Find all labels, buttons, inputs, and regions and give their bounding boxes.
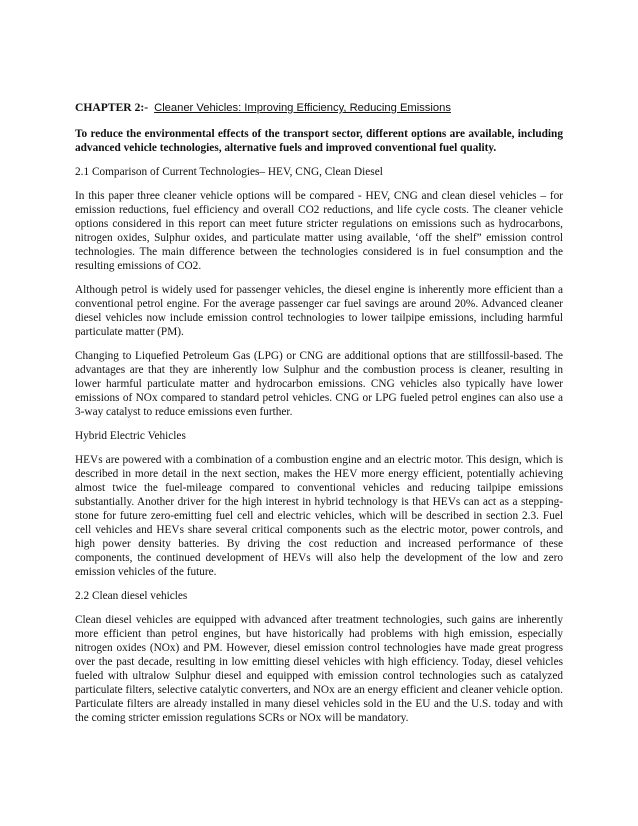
section-2-1-paragraph-2: Although petrol is widely used for passenger vehicles, the diesel engine is inherently more efficient than a conventional petrol engine. For the average passenger car fuel savings are around 20%. Advanced cleaner diesel vehicles now include emission control technologies to lower tailpipe emissions, including harmful particulate matter (PM). xyxy=(75,284,563,338)
section-2-2-paragraph: Clean diesel vehicles are equipped with advanced after treatment technologies, such gains are inherently more efficient than petrol engines, but have historically had problems with high emission, especially nitrogen oxides (NOx) and PM. However, diesel emission control technologies have made great progress over the past decade, resulting in low emitting diesel vehicles with high efficiency. Today, diesel vehicles fueled with ultralow Sulphur diesel and equipped with emission control technologies such as catalyzed particulate filters, selective catalytic converters, and NOx are an energy efficient and cleaner vehicle option. Particulate filters are already installed in many diesel vehicles sold in the EU and the U.S. today and with the coming stricter emission regulations SCRs or NOx will be mandatory. xyxy=(75,614,563,724)
hybrid-paragraph: HEVs are powered with a combination of a combustion engine and an electric motor. This design, which is described in more detail in the next section, makes the HEV more energy efficient, potentially achieving almost twice the fuel-mileage compared to conventional vehicles and reducing tailpipe emissions substantially. Another driver for the high interest in hybrid technology is that HEVs can act as a stepping-stone for future zero-emitting fuel cell and electric vehicles, which will be described in section 2.3. Fuel cell vehicles and HEVs share several critical components such as the electric motor, power controls, and high power density batteries. By driving the cost reduction and increased performance of these components, the continued development of HEVs will also help the development of the low and zero emission vehicles of the future. xyxy=(75,454,563,578)
chapter-title: Cleaner Vehicles: Improving Efficiency, Reducing Emissions xyxy=(154,102,451,114)
chapter-heading xyxy=(75,101,563,115)
hybrid-heading: Hybrid Electric Vehicles xyxy=(75,430,186,442)
section-2-1-paragraph-3: Changing to Liquefied Petroleum Gas (LPG) or CNG are additional options that are stillfossil-based. The advantages are that they are inherently low Sulphur and the combustion process is cleaner, resulting in lower harmful particulate matter and hydrocarbon emissions. CNG vehicles also typically have lower emissions of NOx compared to standard petrol vehicles. CNG or LPG fueled petrol engines can also use a 3-way catalyst to reduce emissions even further. xyxy=(75,350,563,418)
document-page xyxy=(75,101,563,735)
chapter-label: CHAPTER 2:- xyxy=(75,101,149,114)
section-2-2-heading: 2.2 Clean diesel vehicles xyxy=(75,590,188,602)
intro-paragraph: To reduce the environmental effects of the transport sector, different options are available, including advanced vehicle technologies, alternative fuels and improved conventional fuel quality. xyxy=(75,128,563,154)
section-2-1-paragraph-1: In this paper three cleaner vehicle options will be compared - HEV, CNG and clean diesel vehicles – for emission reductions, fuel efficiency and overall CO2 reductions, and life cycle costs. The cleaner vehicle options considered in this report can meet future stricter regulations on emissions such as hydrocarbons, nitrogen oxides, Sulphur oxides, and particulate matter using available, ‘off the shelf” emission control technologies. The main difference between the technologies considered is in fuel consumption and the resulting emissions of CO2. xyxy=(75,190,563,272)
section-2-1-heading: 2.1 Comparison of Current Technologies– HEV, CNG, Clean Diesel xyxy=(75,166,383,178)
